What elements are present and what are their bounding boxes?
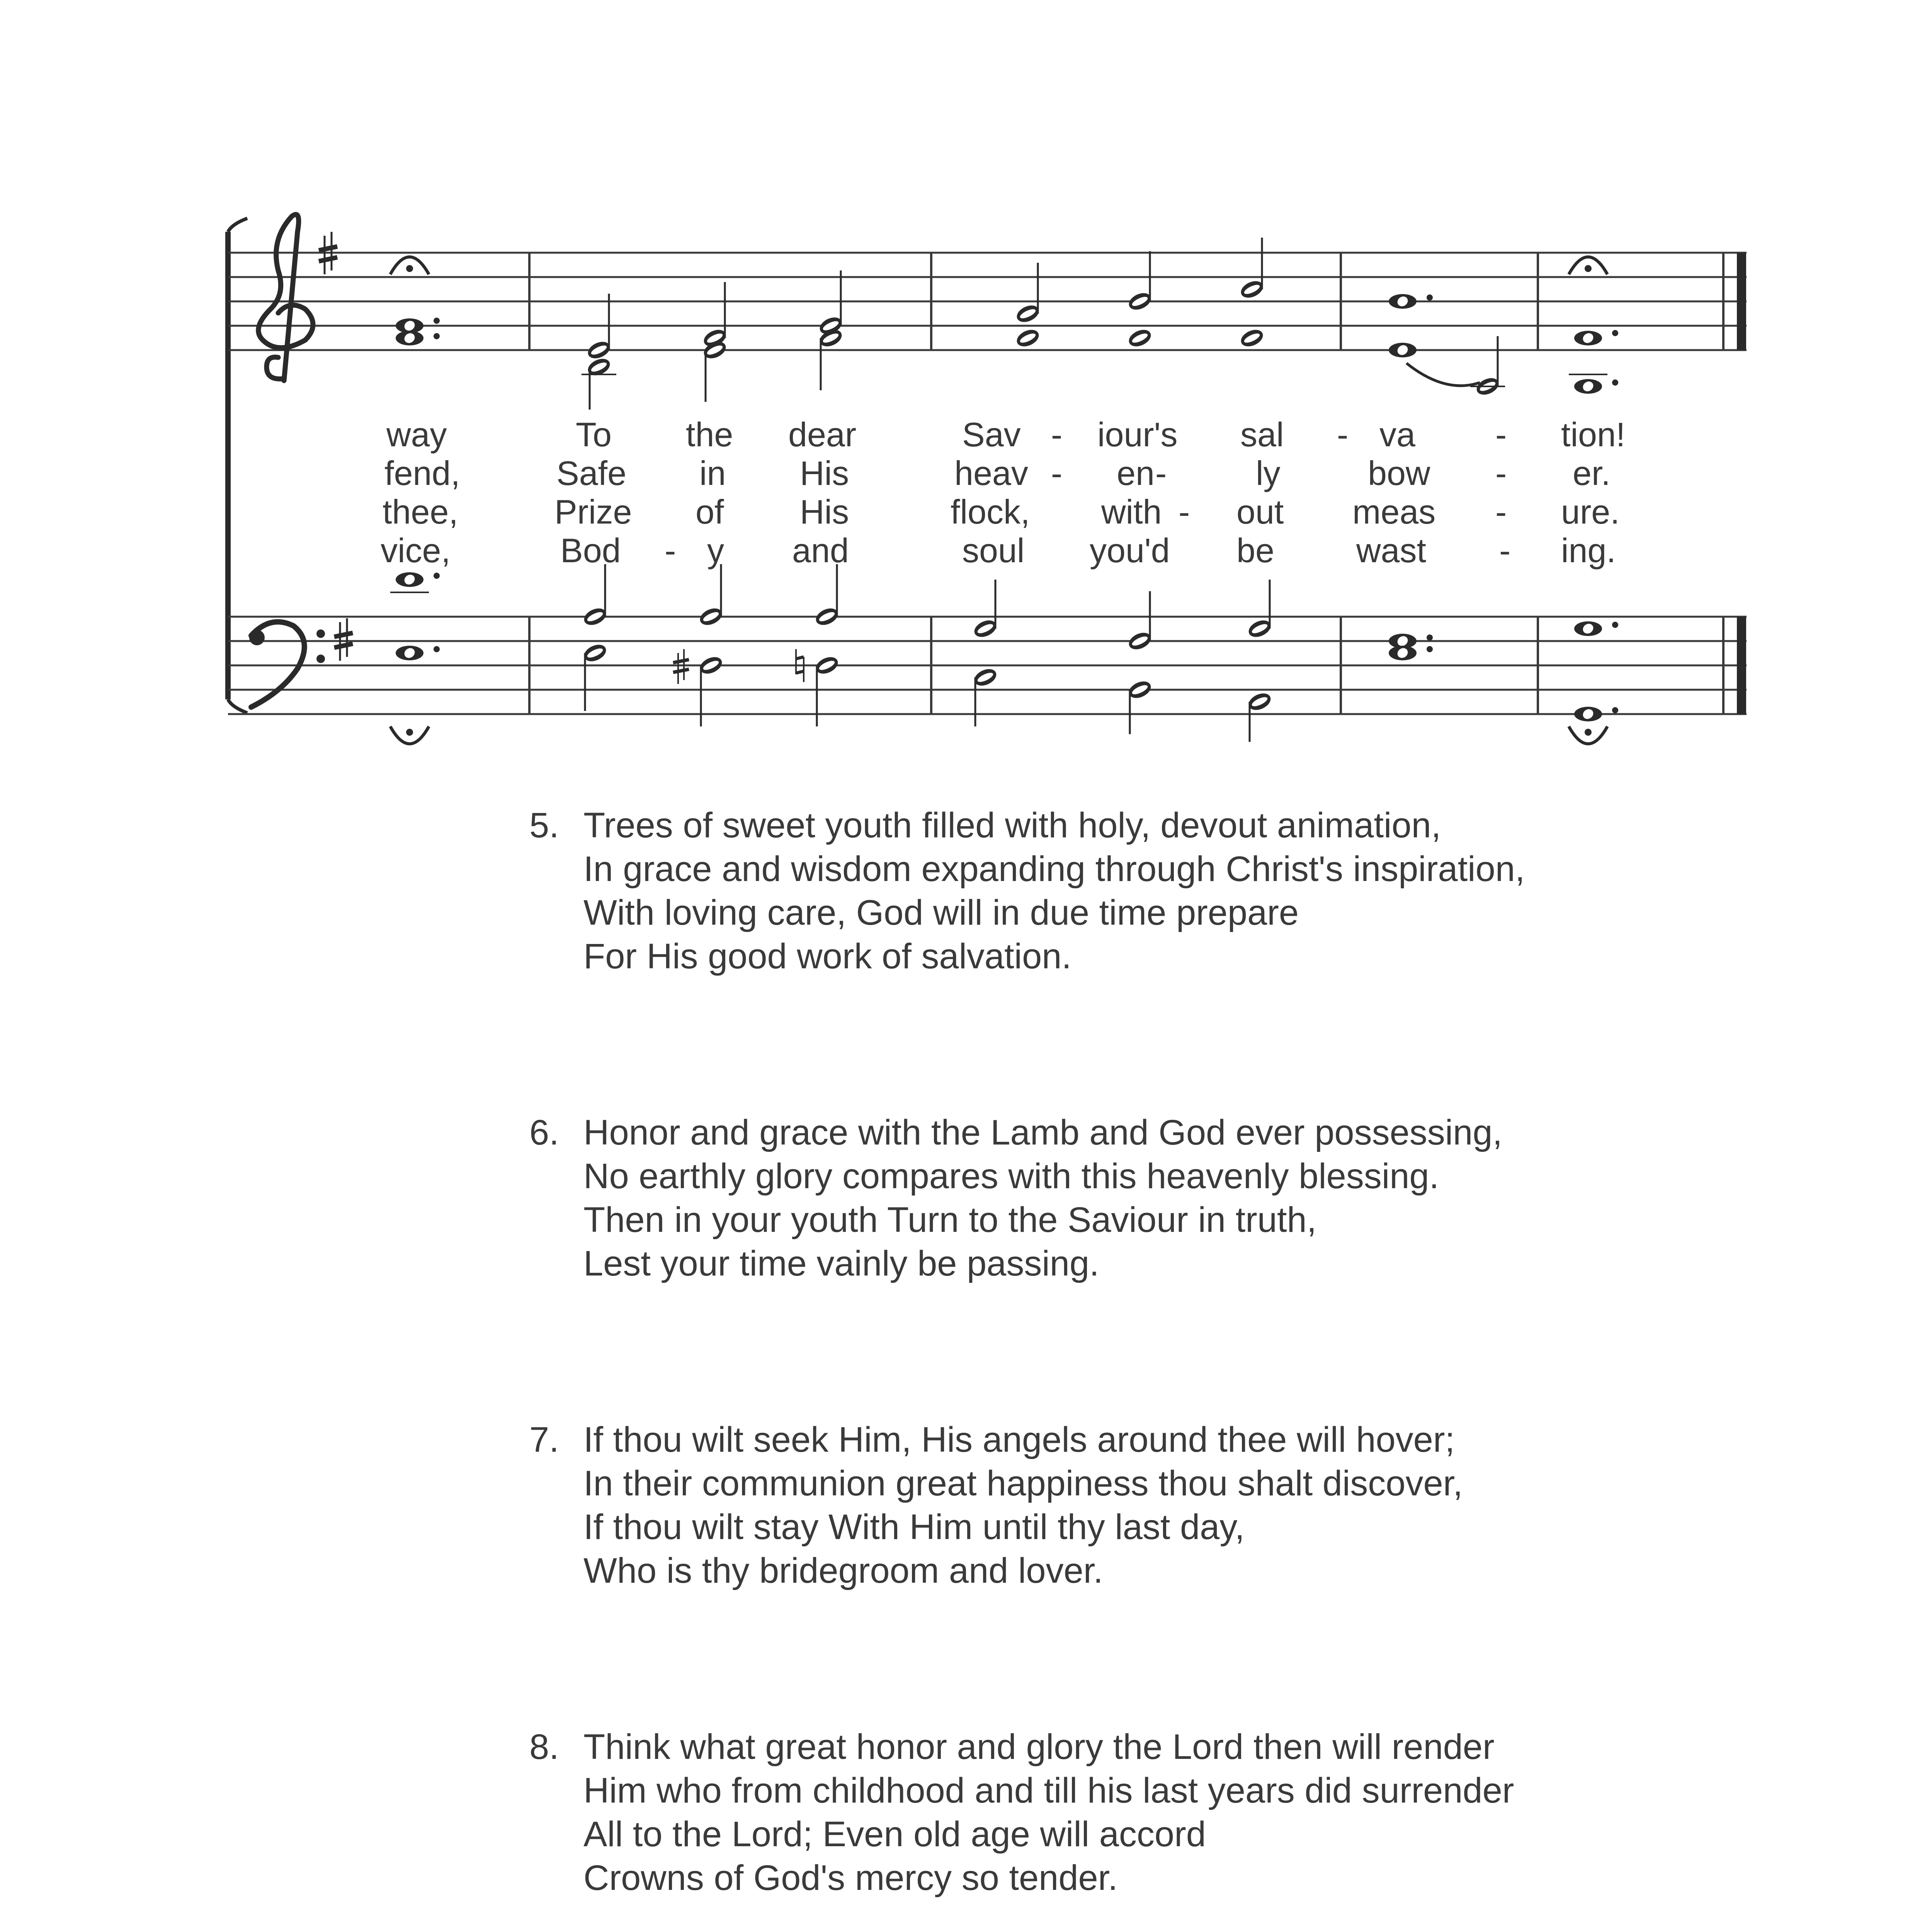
lyric: - [1337,415,1349,454]
lyrics-line-2 [384,454,1611,492]
verse-line: Him who from childhood and till his last years did surrender [583,1771,1514,1810]
bass-note [1126,591,1153,734]
final-barline [1737,253,1746,714]
lyric: - [1495,493,1507,531]
lyric: Prize [554,493,632,531]
verse-8 [529,1725,1514,1900]
treble-note [1014,263,1041,350]
lyric: To [576,415,612,454]
lyric: thee, [383,493,458,531]
bass-note [673,564,724,726]
lyric: heav [954,454,1028,492]
bass-note [972,580,999,726]
verse-5 [529,804,1525,978]
lyric: of [696,493,724,531]
verse-line: Honor and grace with the Lamb and God ever possessing, [583,1113,1503,1152]
lyric: - [1051,415,1063,454]
lyric: va [1379,415,1415,454]
lyrics-line-3 [383,493,1620,531]
lyric: His [800,454,849,492]
treble-note [1126,251,1153,350]
lyric: fend, [384,454,460,492]
lyric: vice, [381,531,451,570]
verse-line: In their communion great happiness thou shalt discover, [583,1464,1463,1503]
lyric: - [1495,415,1507,454]
system-bracket [228,218,247,713]
treble-note [701,282,728,402]
bass-sharp-icon [334,618,353,661]
verse-line: With loving care, God will in due time prepare [583,893,1299,932]
bass-note [1574,621,1618,721]
lyric: the [686,415,733,454]
bass-note [1246,580,1273,742]
lyric: His [800,493,849,531]
lyric: - [1499,531,1511,570]
lyric: and [792,531,849,570]
verse-line: In grace and wisdom expanding through Christ's inspiration, [583,849,1525,889]
fermata-dot [406,729,413,736]
lyric: tion! [1561,415,1626,454]
lyric: with [1101,493,1162,531]
treble-note [1389,294,1505,398]
lyrics-line-4 [381,531,1616,570]
lyric: en [1117,454,1155,492]
lyric: ly [1256,454,1281,492]
bass-note [1389,634,1433,660]
lyric: sal [1240,415,1284,454]
lyric: Sav [962,415,1021,454]
lyric: - [1051,454,1063,492]
fermata-dot [1585,265,1592,272]
treble-note [1569,330,1618,394]
verse-line: No earthly glory compares with this heavenly blessing. [583,1156,1439,1196]
lyric: out [1236,493,1284,531]
treble-note [582,294,616,410]
lyric: wast [1356,531,1426,570]
fermata-dot [1585,729,1592,736]
verse-line: All to the Lord; Even old age will accord [583,1815,1206,1854]
lyric: y [707,531,724,570]
treble-staff [228,253,1747,350]
verse-number: 5. [529,806,559,845]
lyric: in [699,454,726,492]
verse-line: Crowns of God's mercy so tender. [583,1858,1118,1898]
lyric: ure. [1561,493,1620,531]
verse-6 [529,1111,1502,1286]
lyric: flock, [951,493,1030,531]
lyric: iour's [1097,415,1178,454]
bass-note [796,564,840,726]
lyric: Safe [556,454,627,492]
lyric: er. [1573,454,1611,492]
verse-line: Who is thy bridegroom and lover. [583,1551,1103,1590]
treble-note [1238,238,1265,350]
lyric: you'd [1090,531,1170,570]
lyric: - [1495,454,1507,492]
treble-clef-icon [259,214,313,381]
lyric: soul [962,531,1025,570]
lyric: Bod [560,531,621,570]
verse-line: If thou wilt seek Him, His angels around thee will hover; [583,1420,1455,1459]
music-score [0,0,1932,773]
verse-7 [529,1418,1463,1593]
verse-number: 8. [529,1727,559,1767]
verse-number: 7. [529,1420,559,1459]
lyric: be [1236,531,1274,570]
verse-line: Lest your time vainly be passing. [583,1244,1099,1283]
verse-line: For His good work of salvation. [583,937,1071,976]
lyric: bow [1368,454,1430,492]
lyric: dear [788,415,857,454]
lyric: ing. [1561,531,1616,570]
lyric: - [1155,454,1167,492]
lyric: - [1179,493,1190,531]
lyrics-line-1 [386,415,1625,454]
lyric: way [386,415,447,454]
verse-line: Trees of sweet youth filled with holy, devout animation, [583,806,1441,845]
verse-line: Then in your youth Turn to the Saviour in truth, [583,1200,1317,1240]
fermata-dot [406,265,413,272]
verse-line: Think what great honor and glory the Lord then will render [583,1727,1495,1767]
lyric: meas [1352,493,1436,531]
lyric: - [665,531,676,570]
treble-note [817,270,844,390]
treble-note [396,318,440,345]
verse-line: If thou wilt stay With Him until thy last day, [583,1507,1245,1547]
verse-number: 6. [529,1113,559,1152]
